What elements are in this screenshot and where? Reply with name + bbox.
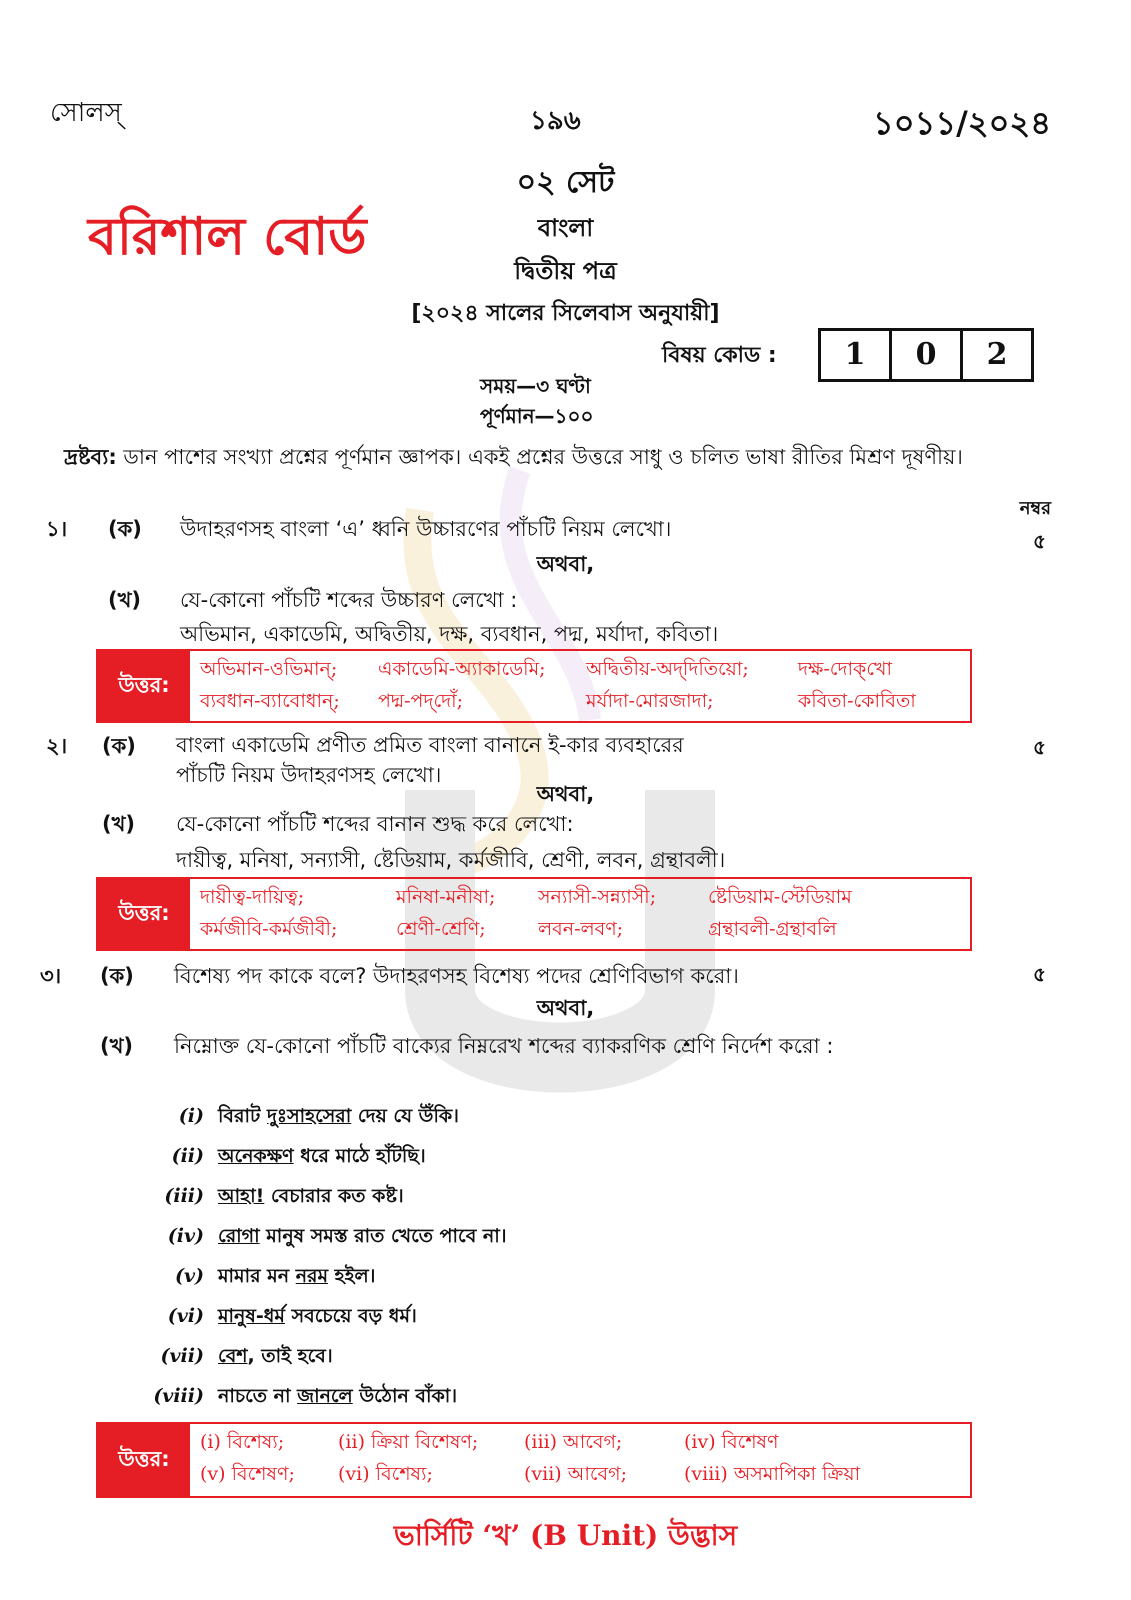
underlined-word: বেশ [218, 1345, 248, 1367]
answer-item: কর্মজীবি-কর্মজীবী; [200, 918, 338, 940]
answer-item: অভিমান-ওভিমান্; [200, 658, 338, 680]
sentence-pre: মামার মন [218, 1265, 296, 1287]
note-label: দ্রষ্টব্য: [64, 445, 117, 469]
answer-item: (vii) আবেগ; [524, 1463, 627, 1485]
board-name: বরিশাল বোর্ড [88, 206, 367, 267]
subject-title: বাংলা [537, 214, 594, 242]
question-mark: ৫ [1033, 962, 1046, 986]
answer-item: শ্রেণী-শ্রেণি; [396, 918, 486, 940]
answer-item: মনিষা-মনীষা; [396, 886, 496, 908]
answer-box [96, 1422, 972, 1498]
or-label: অথবা, [536, 996, 595, 1020]
answer-box [96, 877, 972, 951]
question-mark: ৫ [1033, 529, 1046, 553]
sentence-number: (iv) [167, 1225, 204, 1247]
question-text: বিশেষ্য পদ কাকে বলে? উদাহরণসহ বিশেষ্য পদের শ্রেণিবিভাগ করো। [174, 964, 739, 988]
answer-row [200, 1428, 960, 1460]
sentence-number: (i) [178, 1105, 204, 1127]
underlined-word: রোগা [218, 1225, 260, 1247]
sentence-item [150, 1222, 507, 1254]
full-marks: পূর্ণমান—১০০ [480, 404, 594, 428]
answer-row [200, 687, 960, 719]
answer-row [200, 883, 960, 915]
exam-code: ১০১১/২০২৪ [873, 104, 1051, 142]
sentence-number: (vi) [167, 1305, 204, 1327]
underlined-word: আহা! [218, 1185, 265, 1207]
question-number: ৩। [40, 964, 62, 988]
page-number: ১৯৬ [530, 106, 581, 136]
question-mark: ৫ [1033, 735, 1046, 759]
answer-item: (i) বিশেষ্য; [200, 1431, 285, 1453]
answer-item: অদ্বিতীয়-অদ্‌দিতিয়ো; [586, 658, 749, 680]
question-text: উদাহরণসহ বাংলা ‘এ’ ধ্বনি উচ্চারণের পাঁচটি নিয়ম লেখো। [180, 517, 672, 541]
question-part-label: (ক) [108, 517, 142, 541]
sentence-item [150, 1342, 333, 1374]
answer-label: উত্তর: [98, 1424, 190, 1496]
answer-item: গ্রন্থাবলী-গ্রন্থাবলি [708, 918, 837, 940]
answer-item: ষ্টেডিয়াম-স্টেডিয়াম [708, 886, 852, 908]
sentence-item [150, 1262, 375, 1294]
sentence-number: (iii) [164, 1185, 204, 1207]
answer-item: (ii) ক্রিয়া বিশেষণ; [338, 1431, 479, 1453]
sentence-post: দেয় যে উঁকি। [351, 1105, 459, 1127]
question-number: ১। [46, 517, 68, 541]
answer-item: দায়ীত্ব-দায়িত্ব; [200, 886, 305, 908]
question-part-label: (ক) [102, 734, 136, 758]
question-number: ২। [46, 734, 68, 758]
header-left-label: সোলস্ [50, 98, 122, 128]
answer-row [200, 915, 960, 947]
footer-brand: ভার্সিটি ‘খ’ (B Unit) উদ্ভাস [393, 1519, 738, 1552]
question-text: বাংলা একাডেমি প্রণীত প্রমিত বাংলা বানানে ই-কার ব্যবহারের পাঁচটি নিয়ম উদাহরণসহ লেখো। [176, 733, 684, 787]
sentence-pre: নাচতে না [218, 1385, 298, 1407]
subject-code-label: বিষয় কোড : [662, 343, 777, 368]
sentence-item [150, 1382, 457, 1414]
sentence-number: (v) [174, 1265, 204, 1287]
paper-title: দ্বিতীয় পত্র [514, 257, 617, 285]
answer-row [200, 1460, 960, 1492]
sentence-post: বেচারার কত কষ্ট। [264, 1185, 404, 1207]
answer-item: লবন-লবণ; [538, 918, 624, 940]
note-text: ডান পাশের সংখ্যা প্রশ্নের পূর্ণমান জ্ঞাপক। একই প্রশ্নের উত্তরে সাধু ও চলিত ভাষা রীতির মিশ্রণ দূষণীয়। [123, 445, 963, 469]
underlined-word: জানলে [297, 1385, 353, 1407]
sentence-item [150, 1102, 459, 1134]
subject-code-digit: 2 [986, 337, 1008, 372]
answer-item: দক্ষ-দোক্‌খো [798, 658, 892, 680]
answer-item: মর্যাদা-মোরজাদা; [586, 690, 714, 712]
answer-item: (v) বিশেষণ; [200, 1463, 295, 1485]
sentence-post: উঠোন বাঁকা। [352, 1385, 458, 1407]
sentence-item [150, 1142, 426, 1174]
syllabus-note: [২০২৪ সালের সিলেবাস অনুযায়ী] [411, 301, 720, 326]
underlined-word: নরম [295, 1265, 329, 1287]
subject-code-digit: 1 [821, 331, 892, 379]
or-label: অথবা, [536, 552, 595, 576]
answer-item: পদ্ম-পদ্‌দোঁ; [378, 690, 464, 712]
subject-code-digit: 0 [892, 331, 963, 379]
answer-row [200, 655, 960, 687]
underlined-word: মানুষ-ধর্ম [218, 1305, 285, 1327]
sentence-number: (vii) [160, 1345, 204, 1367]
answer-item: (iv) বিশেষণ [684, 1431, 779, 1453]
sentence-item [150, 1182, 404, 1214]
answer-item: ব্যবধান-ব্যাবোধান্; [200, 690, 340, 712]
instruction-note [64, 442, 1054, 472]
answer-item: (viii) অসমাপিকা ক্রিয়া [684, 1463, 861, 1485]
underlined-word: অনেকক্ষণ [218, 1145, 294, 1167]
question-part-label: (খ) [102, 812, 135, 836]
answer-item: (vi) বিশেষ্য; [338, 1463, 433, 1485]
sentence-post: সবচেয়ে বড় ধর্ম। [284, 1305, 417, 1327]
sentence-post: মানুষ সমস্ত রাত খেতে পাবে না। [259, 1225, 507, 1247]
answer-item: সন্যাসী-সন্ন্যাসী; [538, 886, 657, 908]
answer-box [96, 649, 972, 723]
question-part-label: (খ) [100, 1034, 133, 1058]
underlined-word: দুঃসাহসেরা [266, 1105, 352, 1127]
answer-item: কবিতা-কোবিতা [798, 690, 916, 712]
sentence-pre: বিরাট [218, 1105, 267, 1127]
sentence-post: , তাই হবে। [247, 1345, 333, 1367]
question-word-list: অভিমান, একাডেমি, অদ্বিতীয়, দক্ষ, ব্যবধান, পদ্ম, মর্যাদা, কবিতা। [180, 622, 719, 646]
question-part-label: (ক) [100, 964, 134, 988]
question-text: যে-কোনো পাঁচটি শব্দের বানান শুদ্ধ করে লেখো: [176, 812, 574, 836]
answer-item: একাডেমি-অ্যাকাডেমি; [378, 658, 546, 680]
sentence-number: (viii) [153, 1385, 204, 1407]
subject-code-box [818, 328, 1034, 382]
answer-item: (iii) আবেগ; [524, 1431, 623, 1453]
set-label: ০২ সেট [516, 165, 615, 200]
exam-time: সময়—৩ ঘণ্টা [480, 374, 591, 398]
sentence-number: (ii) [171, 1145, 204, 1167]
sentence-post: ধরে মাঠে হাঁটছি। [293, 1145, 426, 1167]
marks-column-header: নম্বর [1019, 498, 1051, 519]
answer-label: উত্তর: [98, 879, 190, 949]
or-label: অথবা, [536, 782, 595, 806]
answer-label: উত্তর: [98, 651, 190, 721]
sentence-post: হইল। [328, 1265, 376, 1287]
sentence-item [150, 1302, 417, 1334]
question-part-label: (খ) [108, 588, 141, 612]
question-text: নিম্নোক্ত যে-কোনো পাঁচটি বাক্যের নিম্নরেখ শব্দের ব্যাকরণিক শ্রেণি নির্দেশ করো : [174, 1034, 834, 1058]
question-word-list: দায়ীত্ব, মনিষা, সন্যাসী, ষ্টেডিয়াম, কর্মজীবি, শ্রেণী, লবন, গ্রন্থাবলী। [176, 848, 726, 872]
question-text: যে-কোনো পাঁচটি শব্দের উচ্চারণ লেখো : [180, 588, 518, 612]
